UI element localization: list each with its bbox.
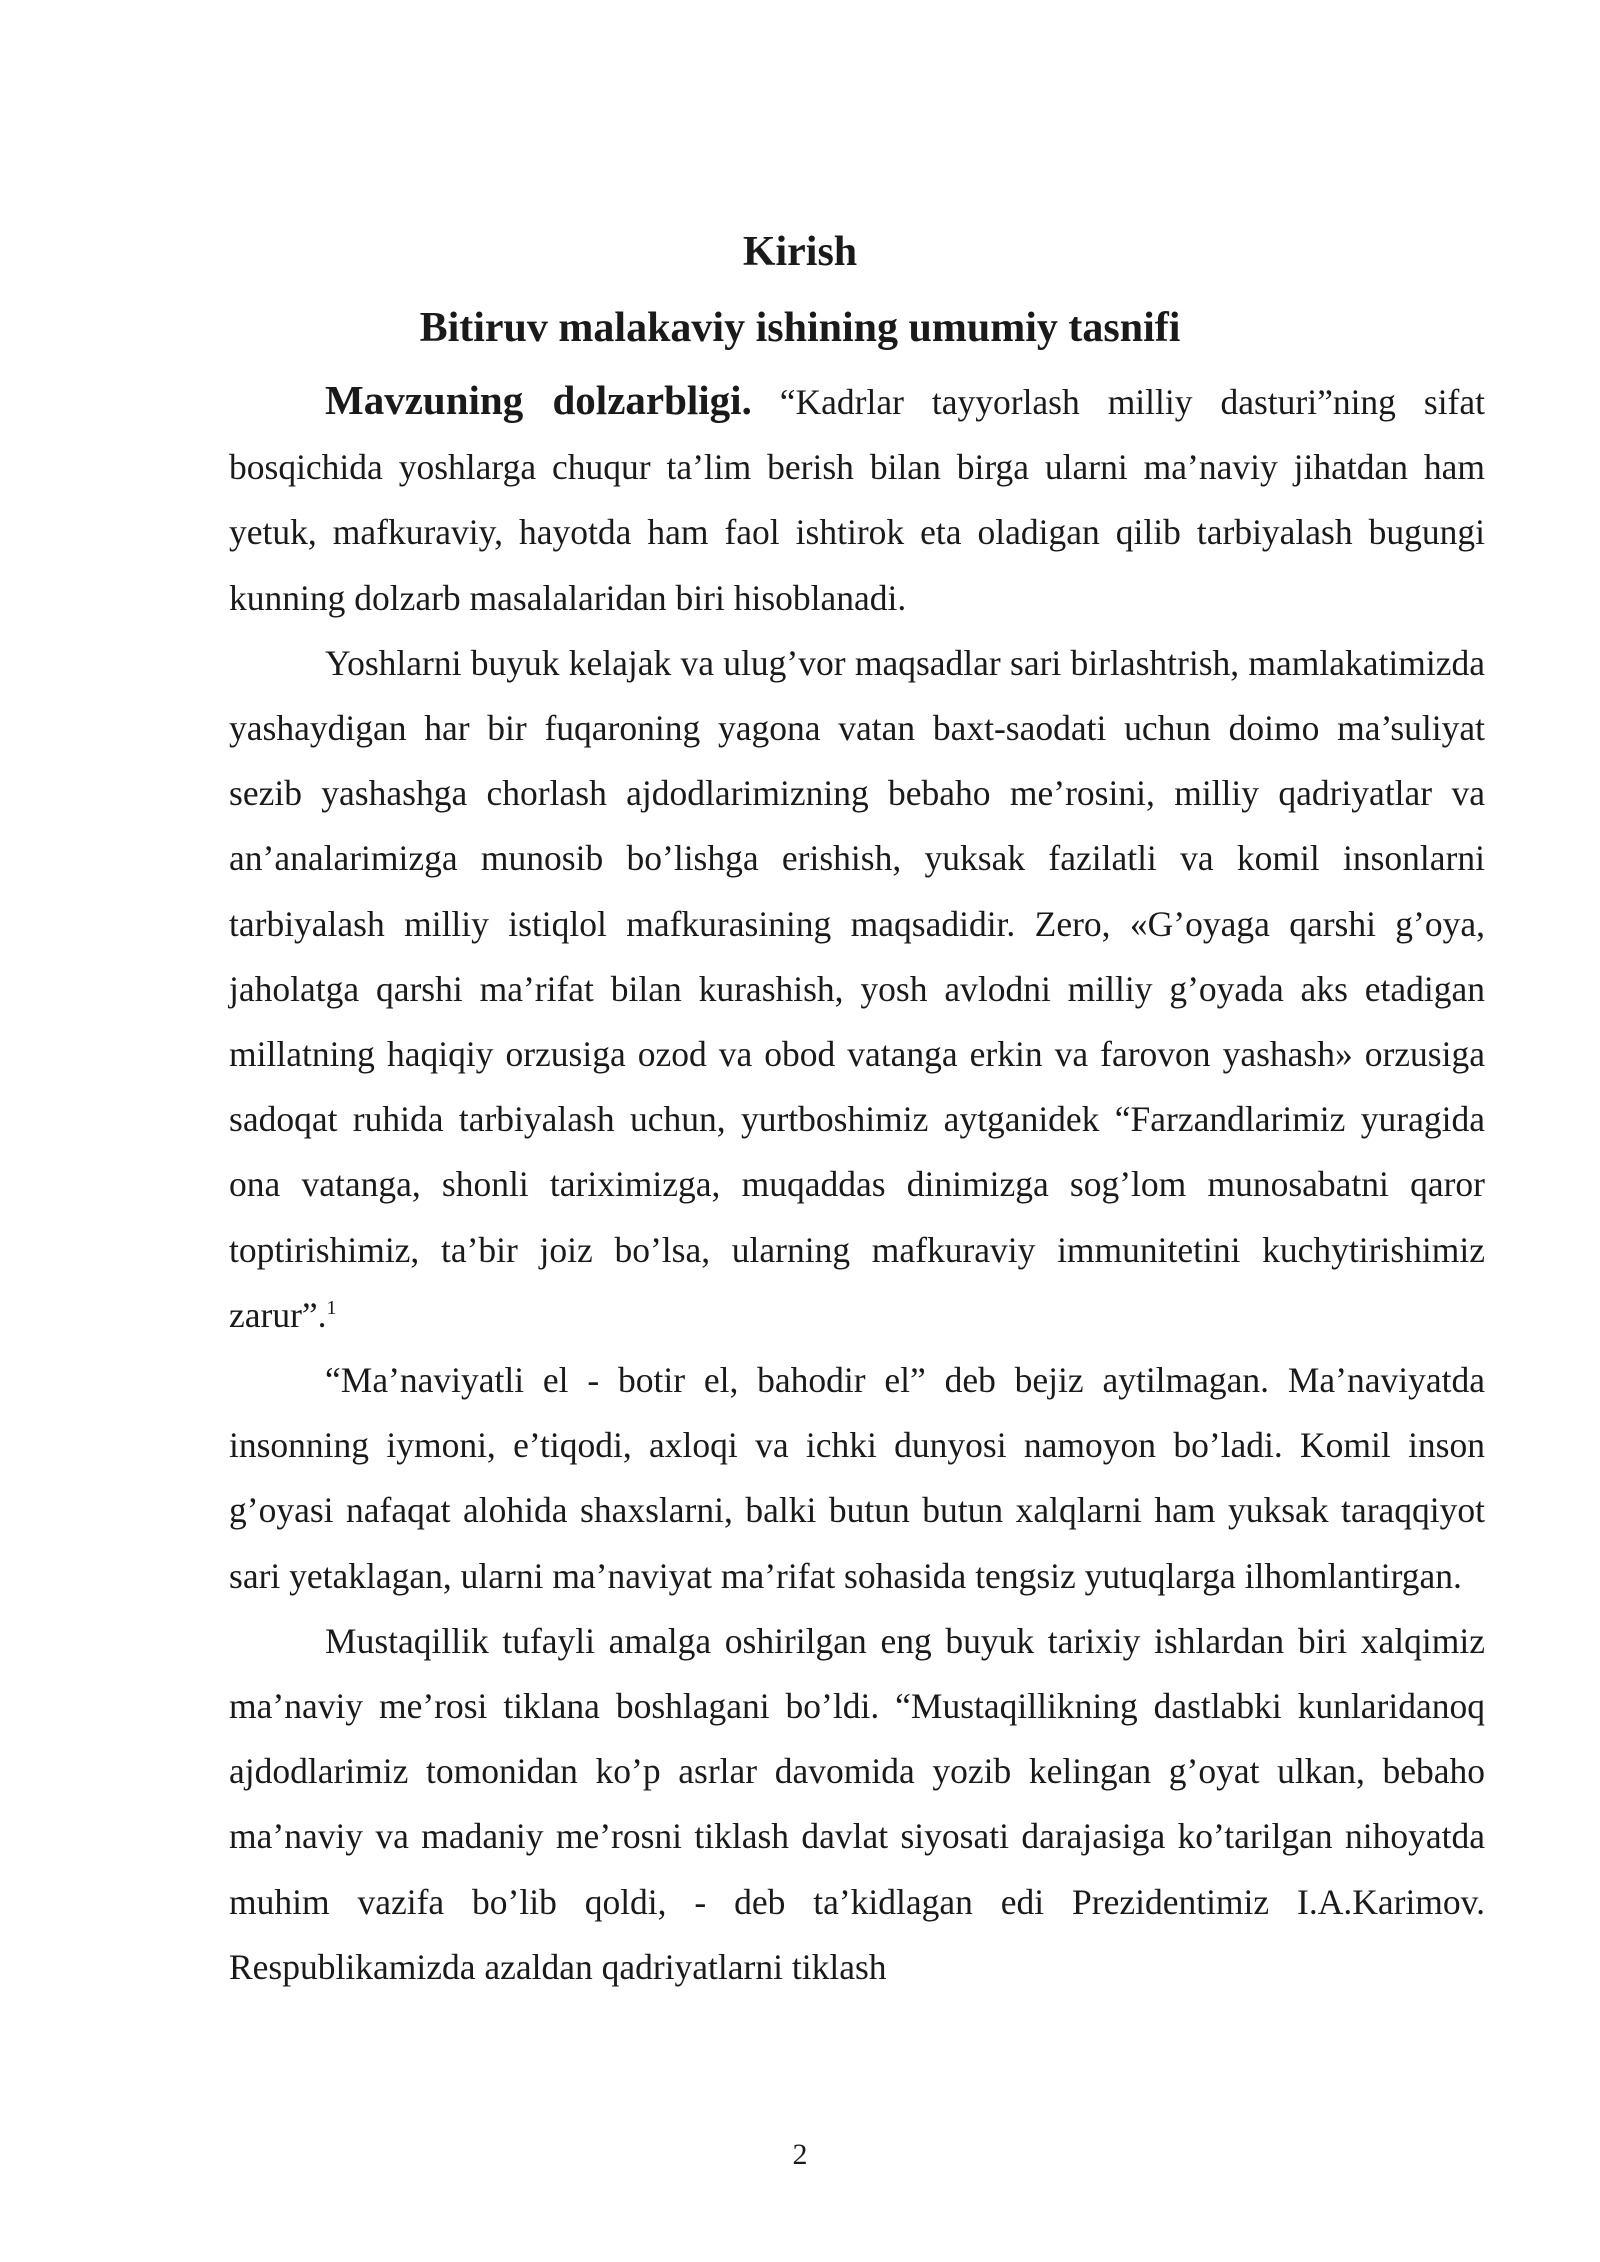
paragraph-text: Mustaqillik tufayli amalga oshirilgan eng buyuk tarixiy ishlardan biri xalqimiz ma’naviy me’rosi tiklana boshlagani bo’ldi. “Mustaqillikning dastlabki kunlaridanoq ajdodlarimiz tomonidan ko’p asrlar davomida yozib kelingan g’oyat ulkan, bebaho ma’naviy va madaniy me’rosni tiklash davlat siyosati darajasiga ko’tarilgan nihoyatda muhim vazifa bo’lib qoldi, - deb ta’kidlagan edi Prezidentimiz I.A.Karimov. Respublikamizda azaldan qadriyatlarni tiklash bbox=[229, 1620, 1485, 1987]
footnote-marker[interactable]: 1 bbox=[326, 1297, 337, 1320]
paragraph-relevance bbox=[229, 368, 1485, 631]
section-subtitle: Bitiruv malakaviy ishining umumiy tasnifi bbox=[419, 305, 1181, 351]
section-title: Kirish bbox=[742, 229, 858, 275]
paragraph-text: “Kadrlar tayyorlash milliy dasturi”ning sifat bosqichida yoshlarga chuqur ta’lim berish bilan birga ularni ma’naviy jihatdan ham yetuk, mafkuraviy, hayotda ham faol ishtirok eta oladigan qilib tarbiyalash bugungi kunning dolzarb masalalaridan biri hisoblanadi. bbox=[229, 382, 1485, 618]
paragraph-lead: Mavzuning dolzarbligi. bbox=[325, 377, 752, 423]
paragraph-text: “Ma’naviyatli el - botir el, bahodir el” deb bejiz aytilmagan. Ma’naviyatda insonning iymoni, e’tiqodi, axloqi va ichki dunyosi namoyon bo’ladi. Komil inson g’oyasi nafaqat alohida shaxslarni, balki butun butun xalqlarni ham yuksak taraqqiyot sari yetaklagan, ularni ma’naviyat ma’rifat sohasida tengsiz yutuqlarga ilhomlantirgan. bbox=[229, 1360, 1485, 1596]
page-number: 2 bbox=[792, 2138, 808, 2171]
paragraph-independence bbox=[229, 1609, 1485, 2000]
body-text bbox=[229, 368, 1485, 2000]
paragraph-spirituality bbox=[229, 1348, 1485, 1609]
paragraph-youth bbox=[229, 631, 1485, 1348]
paragraph-text: Yoshlarni buyuk kelajak va ulug’vor maqsadlar sari birlashtrish, mamlakatimizda yashaydigan har bir fuqaroning yagona vatan baxt-saodati uchun doimo ma’suliyat sezib yashashga chorlash ajdodlarimizning bebaho me’rosini, milliy qadriyatlar va an’analarimizga munosib bo’lishga erishish, yuksak fazilatli va komil insonlarni tarbiyalash milliy istiqlol mafkurasining maqsadidir. Zero, «G’oyaga qarshi g’oya, jaholatga qarshi ma’rifat bilan kurashish, yosh avlodni milliy g’oyada aks etadigan millatning haqiqiy orzusiga ozod va obod vatanga erkin va farovon yashash» orzusiga sadoqat ruhida tarbiyalash uchun, yurtboshimiz aytganidek “Farzandlarimiz yuragida ona vatanga, shonli tariximizga, muqaddas dinimizga sog’lom munosabatni qaror toptirishimiz, ta’bir joiz bo’lsa, ularning mafkuraviy immunitetini kuchytirishimiz zarur”. bbox=[229, 642, 1485, 1335]
